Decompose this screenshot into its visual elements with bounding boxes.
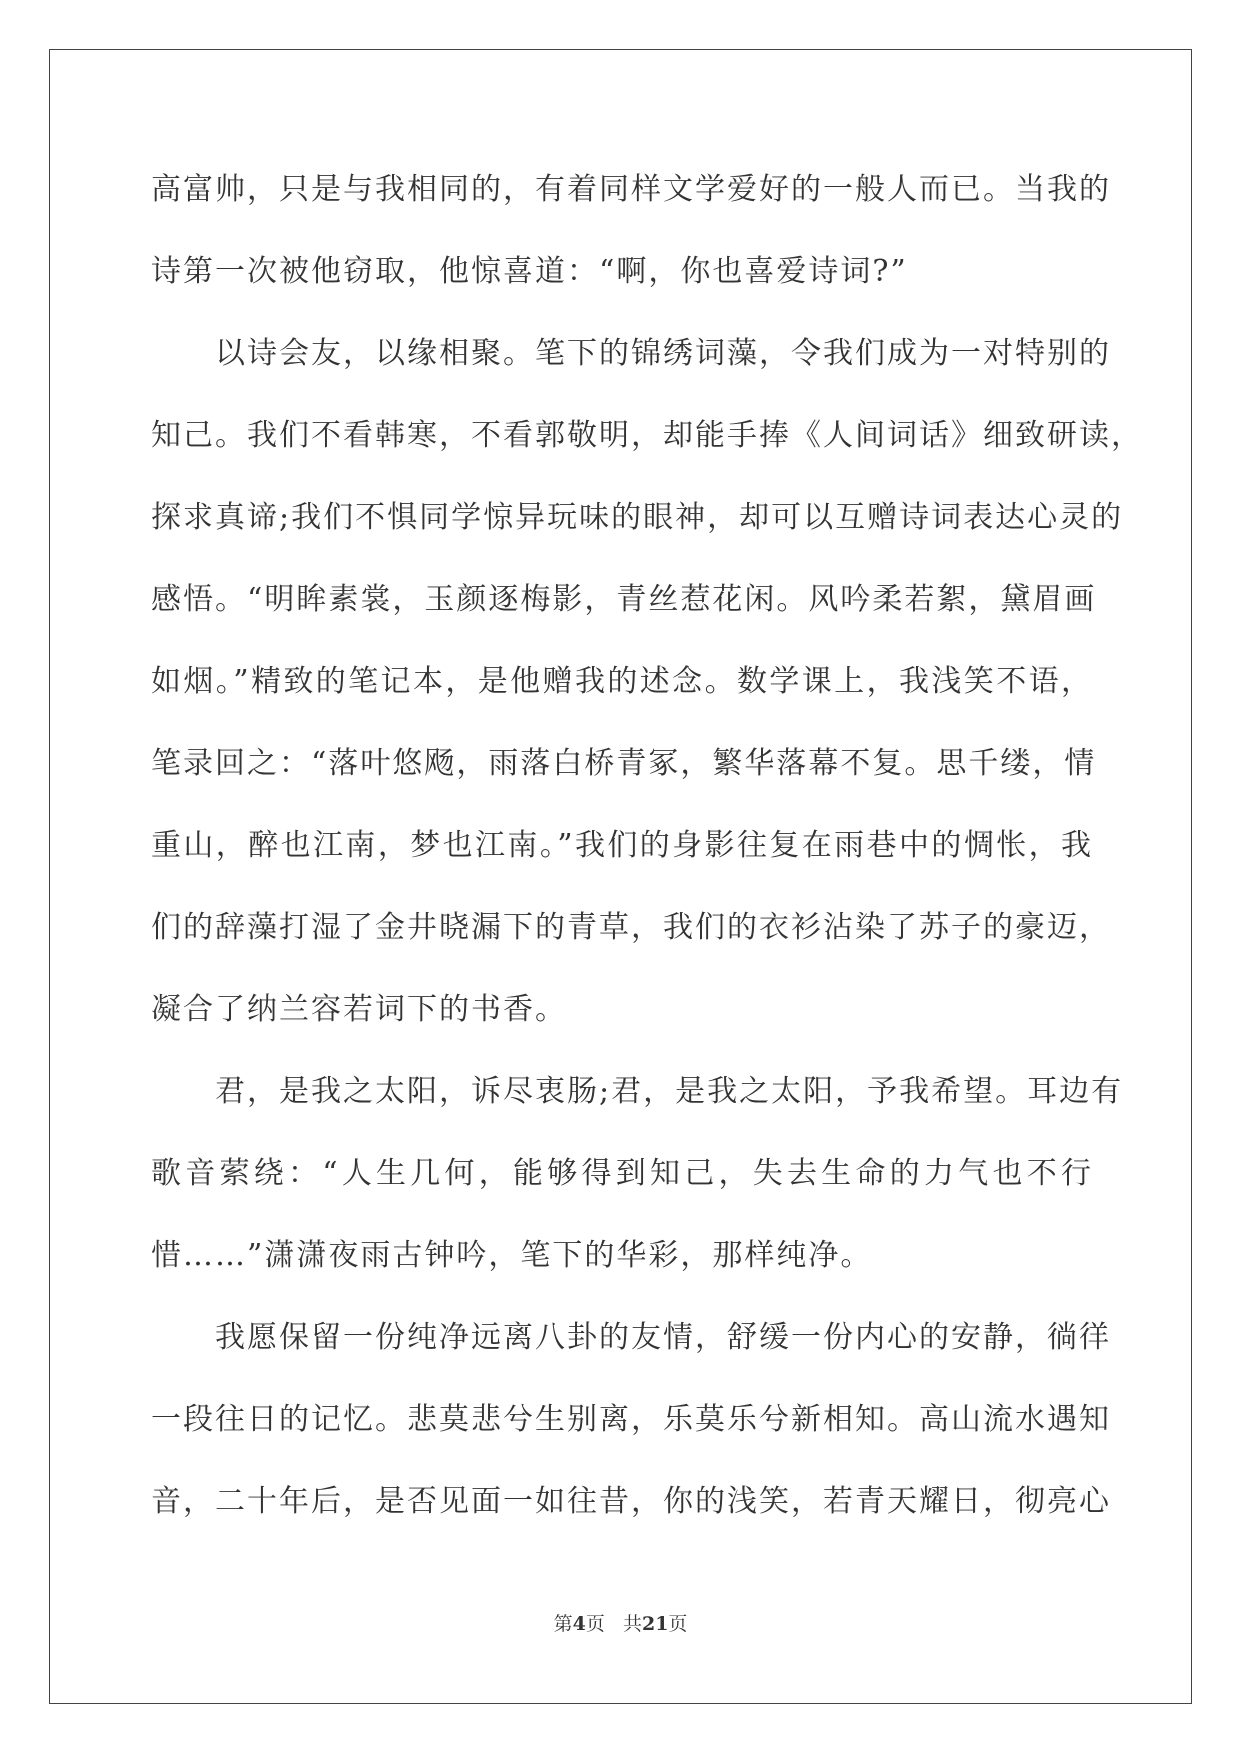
text-line-3: 以诗会友，以缘相聚。笔下的锦绣词藻，令我们成为一对特别的 xyxy=(215,336,1111,371)
text-line-2: 诗第一次被他窃取，他惊喜道：“啊，你也喜爱诗词?” xyxy=(151,254,908,289)
text-line-7: 如烟。”精致的笔记本，是他赠我的述念。数学课上，我浅笑不语， xyxy=(151,664,1093,699)
text-line-8: 笔录回之：“落叶悠飏，雨落白桥青冢，繁华落幕不复。思千缕，情 xyxy=(151,746,1097,781)
text-line-10: 们的辞藻打湿了金井晓漏下的青草，我们的衣衫沾染了苏子的豪迈， xyxy=(151,910,1111,945)
text-line-11: 凝合了纳兰容若词下的书香。 xyxy=(151,992,567,1027)
text-line-16: 一段往日的记忆。悲莫悲兮生别离，乐莫乐兮新相知。高山流水遇知 xyxy=(151,1402,1111,1437)
text-line-6: 感悟。“明眸素裳，玉颜逐梅影，青丝惹花闲。风吟柔若絮，黛眉画 xyxy=(151,582,1097,617)
text-line-1: 高富帅，只是与我相同的，有着同样文学爱好的一般人而已。当我的 xyxy=(151,172,1111,207)
footer-prefix: 第 xyxy=(553,1613,573,1635)
total-pages: 21 xyxy=(641,1613,669,1635)
text-line-9: 重山，醉也江南，梦也江南。”我们的身影往复在雨巷中的惆怅，我 xyxy=(151,828,1093,863)
page-number: 4 xyxy=(572,1613,586,1635)
footer-total-prefix: 共 xyxy=(622,1613,642,1635)
footer-page-suffix: 页 xyxy=(585,1613,605,1635)
text-line-15: 我愿保留一份纯净远离八卦的友情，舒缓一份内心的安静，徜徉 xyxy=(215,1320,1111,1355)
text-line-17: 音，二十年后，是否见面一如往昔，你的浅笑，若青天耀日，彻亮心 xyxy=(151,1484,1111,1519)
text-line-14: 惜……”潇潇夜雨古钟吟，笔下的华彩，那样纯净。 xyxy=(151,1238,873,1273)
text-line-5: 探求真谛;我们不惧同学惊异玩味的眼神，却可以互赠诗词表达心灵的 xyxy=(151,500,1124,535)
document-body xyxy=(151,160,1143,1554)
footer-total-suffix: 页 xyxy=(668,1613,688,1635)
text-line-13: 歌音萦绕：“人生几何，能够得到知己，失去生命的力气也不行 xyxy=(151,1156,1093,1191)
text-line-12: 君，是我之太阳，诉尽衷肠;君，是我之太阳，予我希望。耳边有 xyxy=(215,1074,1124,1109)
page-footer xyxy=(0,1609,1241,1636)
text-line-4: 知己。我们不看韩寒，不看郭敬明，却能手捧《人间词话》细致研读， xyxy=(151,418,1143,453)
